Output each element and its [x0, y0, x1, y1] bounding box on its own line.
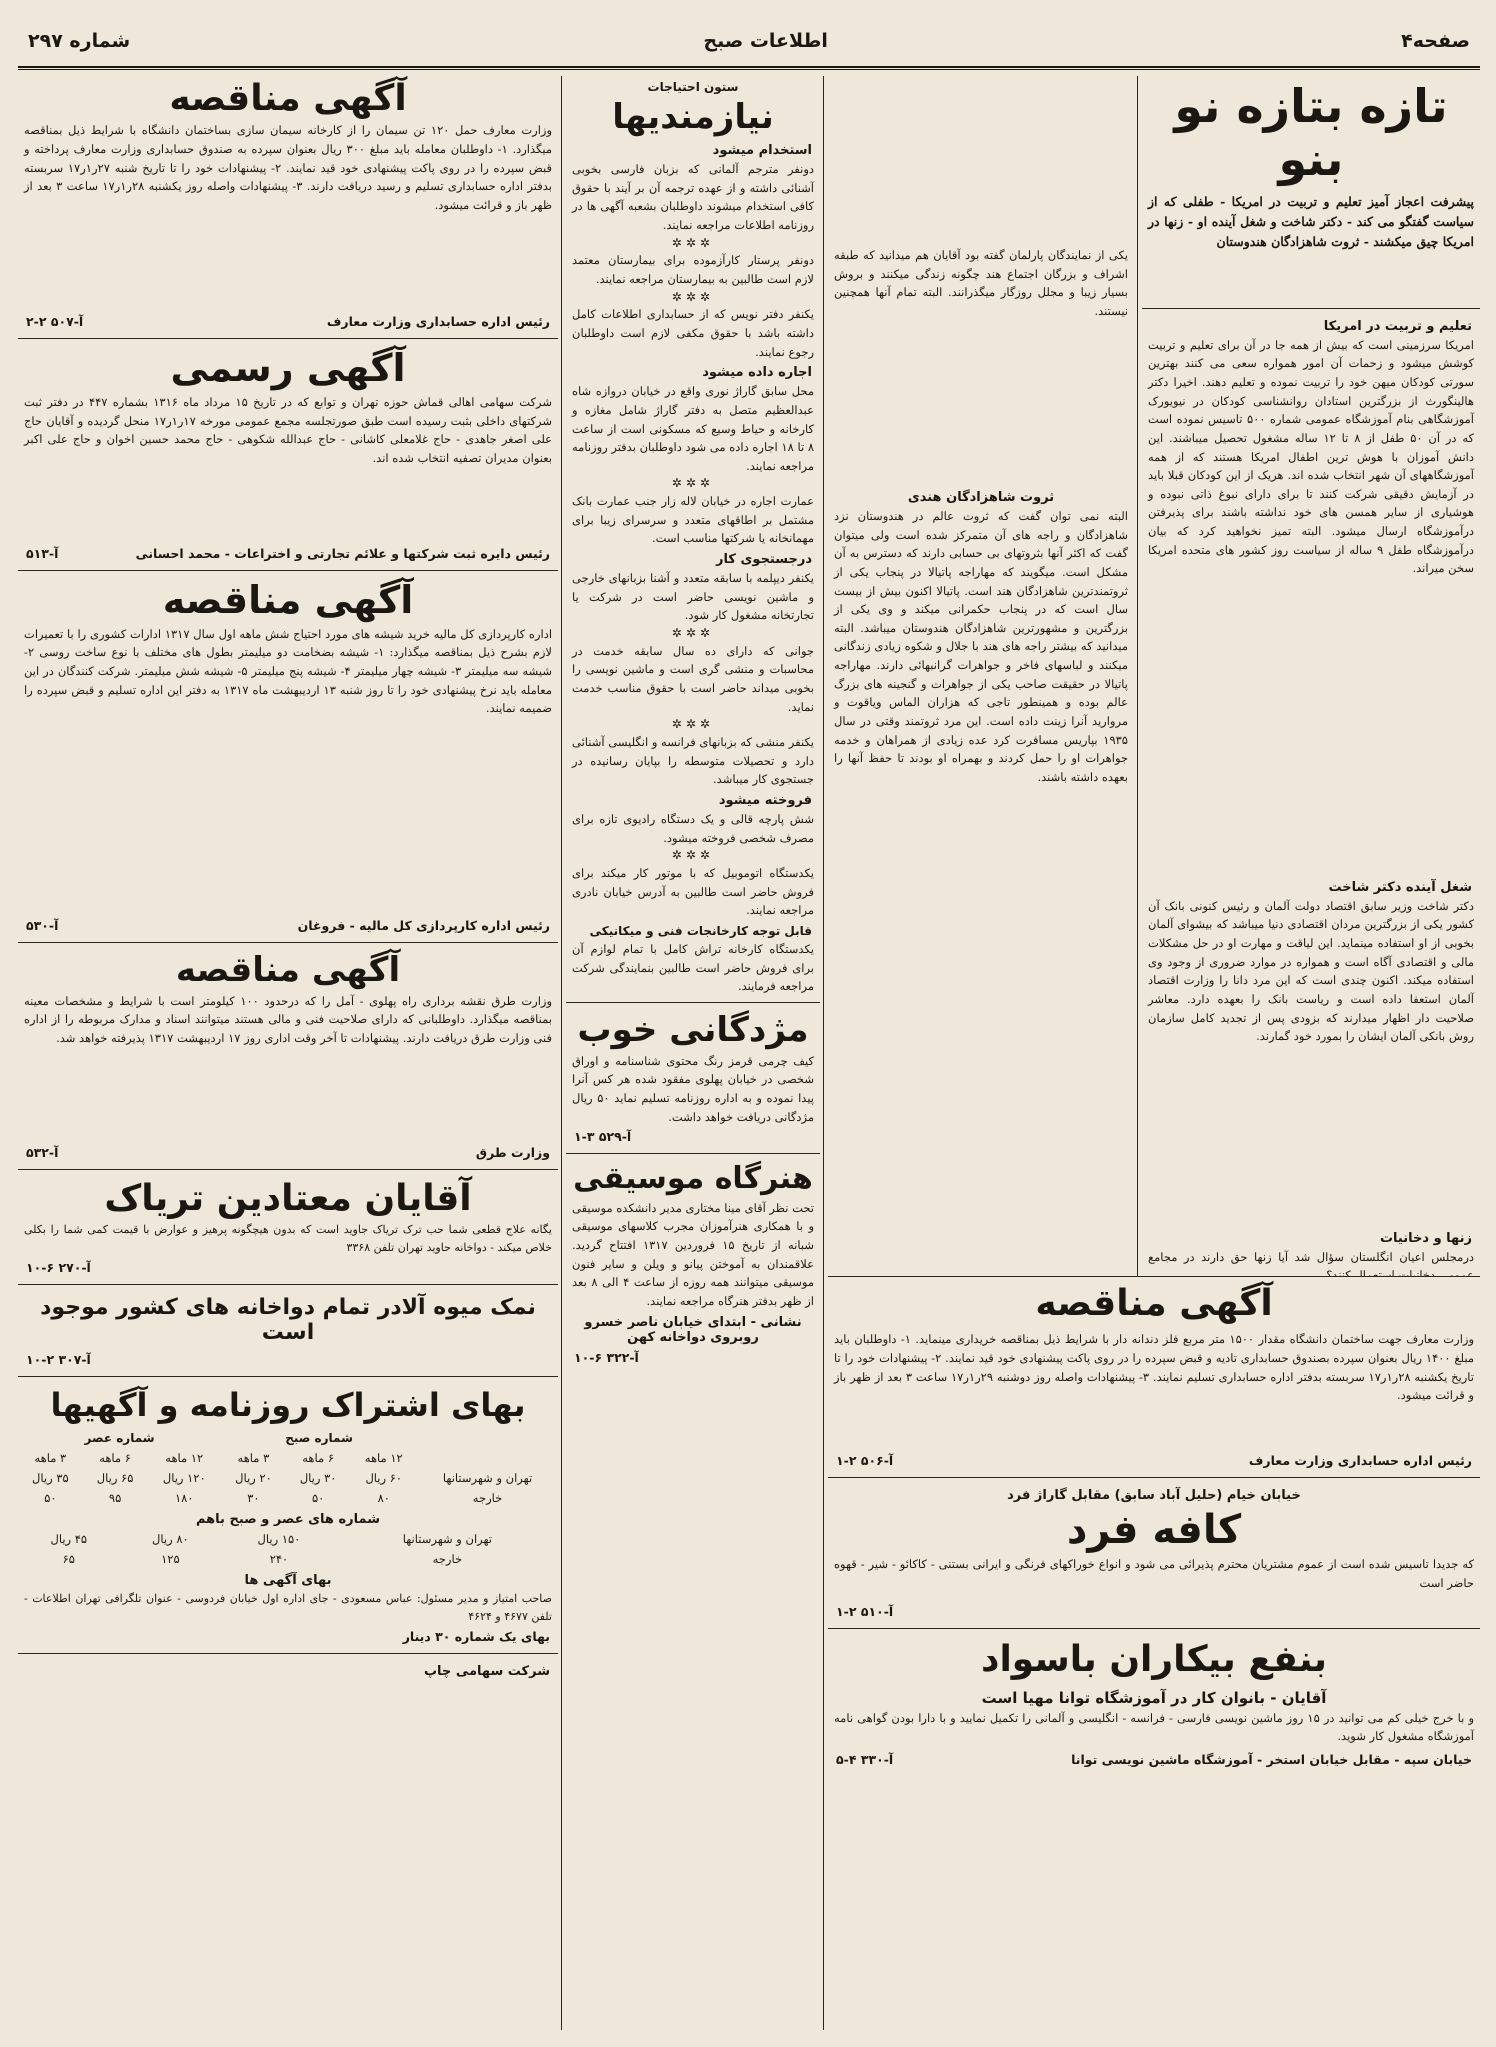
table-row: تهران و شهرستانها ۱۵۰ ریال ۸۰ ریال ۴۵ ریال: [50, 1532, 492, 1547]
right-bottom-ads: [828, 1276, 1480, 2030]
ad-sign: وزارت طرق: [475, 1144, 550, 1160]
star-separator: ✲✲✲: [671, 235, 715, 250]
jobless-subtitle: آقایان - بانوان کار در آموزشگاه توانا مهیا است: [981, 1688, 1327, 1707]
ad-ref: آ-۵۳۰: [26, 917, 59, 933]
ad-ref: آ-۵۰۷ ۲-۲: [26, 314, 84, 330]
classifieds-title: نیازمندیها: [612, 97, 774, 137]
tender-sign: رئیس اداره حسابداری وزارت معارف: [1248, 1453, 1472, 1469]
cafe-footer: [828, 1601, 1480, 1622]
section-text: امریکا سرزمینی است که بیش از همه جا در آن برای تعلیم و تربیت کوشش میشود و زحمات آن امور همواره سعی می کنند بهترین سورتی کودکان میهن خود را تربیت نموده و تعلیم دهند. اخیرا دکتر هالینگورث از بزرگترین استادان روانشناسی کودکان در نیویورک آموزشگاهی بنام آموزشگاه عمومی شماره ۵۰۰ تاسیس نموده است که در آن ۵۰ طفل از ۸ تا ۱۲ ساله مشغول تحصیل میباشند. این دانش آموزان با هوش ترین اطفال امریکا هستند که از همه آموزشگاههای آن شهر انتخاب شده اند. هریک از این کودکان قبلا باید در آزمایش دقیقی شرکت کنند تا برای دارای نبوغ ذاتی نبوده و هوشیاری از سایر همسن های خود نداشته باشند برای پذیرفتن درآموزشگاه ارسال میشود. البته تمیز نخواهید کرد که بیان درآموزشگاه طفل ۹ ساله از سیاست روز کشور های متحده امریکا سخن میراند.: [1148, 337, 1475, 576]
opium-title: آقایان معتادین تریاک: [104, 1177, 472, 1219]
section-heading: شغل آینده دکتر شاخت: [1328, 879, 1472, 895]
tender-footer: [828, 1450, 1480, 1471]
classified-item: شش پارچه قالی و یک دستگاه رادیوی تازه برای مصرف شخصی فروخته میشود.: [572, 811, 814, 845]
reward-text: کیف چرمی قرمز رنگ محتوی شناسنامه و اوراق شخصی در خیابان پهلوی مفقود شده هر کس آنرا پیدا نموده و به اداره روزنامه تسلیم نماید ۵۰ ریال مژدگانی دریافت خواهد داشت.: [572, 1053, 814, 1124]
classified-item: عمارت اجاره در خیابان لاله زار جنب عمارت بانک مشتمل بر اطاقهای متعدد و سرسرای زیبا برای مهمانخانه یا شرکتها مناسب است.: [572, 494, 814, 546]
opium-text: یگانه علاج قطعی شما حب ترک تریاک جاوید است که بدون هیچگونه پرهیز و عوارض با قیمت کمی شما را بکلی خلاص میکند - دواخانه حاوید تهران تلفن ۳۳۶۸: [24, 1223, 552, 1255]
classified-item: محل سابق گاراژ نوری واقع در خیابان دروازه شاه عبدالعظیم متصل به دفتر گاراژ شامل مغازه و کارخانه و حیاط وسیع که مسکونی است از ساعت ۸ تا ۱۸ اجاره داده می شود داوطلبان بدفتر روزنامه مراجعه نمایند.: [572, 384, 814, 473]
printer-name: شرکت سهامی چاپ: [423, 1663, 550, 1679]
ad-footer: [18, 543, 558, 564]
divider: [1142, 308, 1480, 309]
music-ref: آ-۳۲۲ ۶-۱۰: [574, 1349, 639, 1365]
ad-footer: [18, 311, 558, 332]
price-footer: [18, 1626, 558, 1647]
news-lead: پیشرفت اعجاز آمیز تعلیم و تربیت در امریکا - طفلی که از سیاست گفتگو می کند - دکتر شاخت و شغل آینده او - زنها در امریکا چیق میکشند - ثروت شاهزادگان هندوستان: [1148, 193, 1474, 250]
salt-footer: [18, 1349, 558, 1370]
subscription-table: [18, 1428, 558, 1508]
column-divider: [823, 76, 824, 2030]
divider: [566, 1002, 820, 1003]
ad-sign: رئیس دایره ثبت شرکتها و علائم تجارتی و اختراعات - محمد احسانی: [135, 546, 550, 562]
cat-heading: قابل توجه کارخانجات فنی و میکانیکی: [589, 923, 812, 938]
divider: [18, 570, 558, 571]
table-row: خارجه ۲۴۰ ۱۲۵ ۶۵: [62, 1552, 463, 1567]
both-editions-table: [18, 1529, 558, 1569]
cat-heading: فروخته میشود: [718, 792, 812, 808]
section-text: درمجلس اعیان انگلستان سؤال شد آیا زنها حق دارند در مجامع: [1148, 1249, 1474, 1264]
tender-title: آگهی مناقصه: [1035, 1283, 1273, 1324]
divider: [18, 1169, 558, 1170]
ad-prices-title: بهای آگهی ها: [244, 1573, 332, 1589]
divider: [828, 1628, 1480, 1629]
classified-item: دونفر پرستار کارآزموده برای بیمارستان معتمد لازم است طالبین به بیمارستان مراجعه نمایند.: [572, 253, 814, 287]
divider: [18, 1653, 558, 1654]
section-heading: ثروت شاهزادگان هندی: [907, 490, 1055, 505]
classified-item: جوانی که دارای ده سال سابقه خدمت در محاسبات و منشی گری است و ماشین نویسی را بخوبی میداند حاضر است با حقوق مناسب خدمت نماید.: [572, 643, 814, 714]
evening-header: شماره عصر: [84, 1431, 155, 1446]
jobless-address: خیابان سپه - مقابل خیابان استخر - آموزشگاه ماشین نویسی توانا: [1071, 1751, 1472, 1767]
star-separator: ✲✲✲: [671, 717, 715, 732]
ad-sign: رئیس اداره کارپردازی کل مالیه - فروغان: [297, 917, 550, 933]
cat-heading: استخدام میشود: [712, 143, 812, 159]
ad-text: شرکت سهامی اهالی قماش حوزه تهران و توابع که در تاریخ ۱۵ مرداد ماه ۱۳۱۶ بشماره ۴۴۷ در دفتر ثبت شرکتهای داخلی بثبت رسیده است طبق صورتجلسه مجمع عمومی مورخه ۱۷ر۱ر۱۷ منحل گردیده و آقایان حاج علی اصغر جاهدی - حاج غلامعلی کاشانی - حاج عبدالله شکوهی - حاج محمد حسین اخوان و حاج علی اکبر بعنوان مدیران تصفیه انتخاب شده اند.: [24, 395, 552, 465]
classified-item: دونفر مترجم آلمانی که بزبان فارسی بخوبی آشنائی داشته و از عهده ترجمه آن بر آیند با حقوق کافی استخدام میشوند داوطلبان بشعبه آگهی ها در روزنامه اطلاعات مراجعه نمایند.: [572, 162, 814, 232]
paper-name: اطلاعات صبح: [703, 30, 828, 52]
column-classifieds: [566, 76, 820, 2030]
music-title: هنرگاه موسیقی: [573, 1161, 813, 1197]
newspaper-page: [18, 18, 1480, 2030]
column-divider: [561, 76, 562, 2030]
morning-header: شماره صبح: [285, 1431, 353, 1446]
classified-item: یکنفر دفتر نویس که از حسابداری اطلاعات کامل داشته باشد با حقوق مکفی لازم است داوطلبان رجوع نمایند.: [572, 307, 814, 359]
masthead: [18, 18, 1480, 64]
single-price: بهای یک شماره ۳۰ دینار: [402, 1628, 550, 1644]
reward-footer: [566, 1126, 820, 1147]
classified-item: یکنفر دیپلمه با سابقه متعدد و آشنا بزبانهای خارجی و ماشین نویسی حاضر است در شرکت یا تجارتخانه مشغول کار شود.: [572, 571, 814, 623]
ad-footer: [18, 1142, 558, 1163]
intro-text: یکی از نمایندگان پارلمان گفته بود آقایان هم میدانید که طبقه اشراف و بزرگان اجتماع هند چگونه زندگی میکنند و بروش بسیار زیبا و مجلل روزگار میگذرانند. البته تمام آنها همچنین نیستند.: [834, 248, 1128, 318]
jobless-footer: [828, 1749, 1480, 1770]
cat-heading: درجستجوی کار: [716, 552, 812, 568]
ad-title: آگهی رسمی: [170, 346, 406, 391]
music-text: تحت نظر آقای مینا مختاری مدیر دانشکده موسیقی و با همکاری هنرآموزان مجرب کلاسهای موسیقی شبانه از تاریخ ۱۵ فروردین ۱۳۱۷ افتتاح گردید. علاقمندان به آموختن پیانو و ویلن و سایر فنون موسیقی میتوانند همه روزه از ساعت ۴ الی ۸ بعد از ظهر بدفتر هنرگاه مراجعه نمایند.: [572, 1200, 814, 1308]
table-row: خارجه ۸۰ ۵۰ ۳۰ ۱۸۰ ۹۵ ۵۰: [44, 1491, 503, 1506]
opium-ref: آ-۲۷۰ ۶-۱۰: [26, 1259, 91, 1275]
salt-ref: آ-۳۰۷ ۲-۱۰: [26, 1352, 91, 1368]
ad-text: وزارت معارف حمل ۱۲۰ تن سیمان را از کارخانه سیمان سازی بساختمان دانشگاه با شرایط ذیل بمناقصه میگذارد. ۱- داوطلبان معامله باید مبلغ ۳۰۰ ریال بعنوان سپرده به صندوق حسابداری وزارت معارف پرداخته و قبض سپرده را در روی پاکت پیشنهادی خود قید نمایند. ۲- پیشنهادات خود را تا تاریخ شنبه ۲۷ر۱ر۱۷ سربسته بدفتر اداره حسابداری تسلیم و رسید دریافت دارند. ۳- پیشنهادات واصله روز یکشنبه ۲۸ر۱ر۱۷ ساعت ۳ بعد از ظهر باز و قرائت میشود.: [24, 123, 552, 212]
music-address: نشانی - ابتدای خیابان ناصر خسرو روبروی دواخانه کهن: [584, 1314, 802, 1345]
classified-item: یکدستگاه کارخانه تراش کامل با تمام لوازم آن برای فروش حاضر است طالبین بنمایندگی شرکت مراجعه فرمایند.: [572, 941, 814, 994]
ad-title: آگهی مناقصه: [169, 78, 407, 119]
ad-ref: آ-۵۱۳: [26, 546, 59, 562]
ad-ref: آ-۵۳۲: [26, 1144, 59, 1160]
subscription-title: بهای اشتراک روزنامه و آگهیها: [50, 1386, 526, 1425]
ad-title: آگهی مناقصه: [175, 949, 401, 990]
ad-text: وزارت طرق نقشه برداری راه پهلوی - آمل را که درحدود ۱۰۰ کیلومتر است با شرایط و مشخصات معینه بمناقصه میگذارد. داوطلبانی که دارای صلاحیت فنی و مالی هستند میتوانند اسناد و مدارک مربوطه را از اداره فنی وزارت طرق دریافت دارند. پیشنهادات تا آخر وقت اداری روز ۱۷ اردیبهشت ۱۳۱۷ پذیرفته خواهد شد.: [24, 993, 553, 1046]
both-editions-title: شماره های عصر و صبح باهم: [195, 1512, 381, 1528]
cafe-address: خیابان خیام (حلیل آباد سابق) مقابل گاراژ فرد: [1007, 1488, 1301, 1504]
section-heading: تعلیم و تربیت در امریکا: [1323, 318, 1472, 334]
star-separator: ✲✲✲: [671, 625, 715, 640]
ad-footer: [18, 915, 558, 936]
salt-title: نمک میوه آلادر تمام دواخانه های کشور موجود است: [40, 1294, 536, 1346]
cat-heading: اجاره داده میشود: [702, 365, 812, 381]
tender-text: وزارت معارف جهت ساختمان دانشگاه مقدار ۱۵۰۰ متر مربع فلز دندانه دار با شرایط ذیل بمناقصه خریداری مینماید. ۱- داوطلبان باید مبلغ ۱۴۰۰ ریال بعنوان سپرده بصندوق حسابداری تادیه و قبض سپرده را در روی پاکت پیشنهادی خود قید نمایند. ۲- پیشنهادات خود را تا تاریخ یکشنبه ۲۸ر۱ر۱۷ سربسته بدفتر اداره حسابداری تسلیم نمایند. ۳- پیشنهادات واصله روز دوشنبه ۲۹ر۱ر۱۷ ساعت ۳ بعد از ظهر باز و قرائت میشود.: [834, 1332, 1474, 1403]
classified-item: یکنفر منشی که بزبانهای فرانسه و انگلیسی آشنائی دارد و تحصیلات متوسطه را بپایان رسانیده در جستجوی کار میباشد.: [572, 735, 814, 787]
divider: [18, 1376, 558, 1377]
cafe-title: کافه فرد: [1066, 1507, 1242, 1554]
page-number: صفحه۴: [1401, 30, 1470, 52]
section-text: البته نمی توان گفت که ثروت عالم در هندوستان نزد شاهزادگان و راجه های آن متمرکز شده است ولی میتوان گفت که اکثر آنها بثروتهای بی حسابی دارند که دسترس به آن مشکل است. میگویند که مهاراجه پاتیالا در پنجاب یکی از ثروتمندترین شاهزادگان هند است. پاتیالا اکنون بیش از بیست سال است که در پنجاب حکمرانی میکند و وی یکی از بزرگترین و مشهورترین شاهزادگان هندوستان میباشد. البته میدانید که بیشتر راجه های هند با جلال و شکوه زیادی زندگانی میکنند و لباسهای فاخر و جواهرات گرانبهائی دارند. مهاراجه پاتیالا در حقیقت صاحب یکی از جواهرات و گنجینه های بزرگ عالم بوده و همینطور تاجی که هزاران الماس ویاقوت و مروارید آنرا زینت داده است. این مرد ثروتمند وقتی در سال ۱۹۳۵ بپاریس مسافرت کرد عده زیادی از همراهان و خدمه جواهرات او را حمل کردند و بهمراه او بودند تا حفظ آنها را بعهده داشته باشند.: [834, 509, 1128, 784]
section-text: دکتر شاخت وزیر سابق اقتصاد دولت آلمان و رئیس کنونی بانک آن کشور یکی از بزرگترین مردان اقتصادی دنیا میباشد که بیشوای آلمان بخوبی از او استفاده مینماید. این لیاقت و مهارت او در حل مشکلات مالی و اقتصادی آگاه است و همواره در موارد ضروری از وجود وی استفاده میکند. اکنون چندی است که این مرد دانا را وزارت اقتصاد آلمان استعفا داده است و ریاست بانک را بعهده دارد. معاشر صلاحیت دار اظهار میدارند که بزودی پس از تجدید کامل سازمان روش بانکی آلمان ایشان را بمورد خود گمارند.: [1148, 898, 1474, 1044]
star-separator: ✲✲✲: [671, 848, 715, 863]
divider: [18, 338, 558, 339]
reward-title: مژدگانی خوب: [577, 1009, 809, 1050]
music-footer: [566, 1347, 820, 1368]
star-separator: ✲✲✲: [671, 476, 715, 491]
ad-title: آگهی مناقصه: [162, 578, 414, 623]
ad-text: اداره کارپردازی کل مالیه خرید شیشه های مورد احتیاج شش ماهه اول سال ۱۳۱۷ ادارات کشوری را با تعمیرات لازم بشرح ذیل بمناقصه میگذارد: ۱- شیشه بضخامت دو میلیمتر بطول های مختلف با نوع ساخت روسی ۲- شیشه سه میلیمتر ۳- شیشه چهار میلیمتر ۴- شیشه پنج میلیمتر ۵- شیشه شش میلیمتر. شرکت کنندگان در این معامله باید نرخ پیشنهادی خود را تا روز شنبه ۱۳ اردیبهشت ماه ۱۳۱۷ به دفتر این اداره تسلیم و قبض سپرده را ضمیمه نمایند.: [24, 626, 553, 716]
cafe-text: که جدیدا تاسیس شده است از عموم مشتریان محترم پذیرائی می شود و انواع خوراکهای فرنگی و ایرانی بستنی - کاکائو - شیر - قهوه حاضر است: [834, 1557, 1474, 1591]
table-row: ۱۲ ماهه ۶ ماهه ۳ ماهه ۱۲ ماهه ۶ ماهه ۳ ماهه: [34, 1451, 403, 1466]
divider: [18, 942, 558, 943]
classified-item: یکدستگاه اتوموبیل که با موتور کار میکند برای فروش حاضر است طالبین به آدرس خیابان نادری مراجعه نمایند.: [572, 866, 814, 918]
jobless-title: بنفع بیکاران باسواد: [980, 1639, 1328, 1681]
classifieds-header: ستون احتیاجات: [647, 80, 739, 94]
cafe-ref: آ-۵۱۰ ۲-۱: [836, 1604, 894, 1620]
jobless-text: و با خرج خیلی کم می توانید در ۱۵ روز ماشین نویسی فارسی - فرانسه - انگلیسی و آلمانی را تکمیل نمایید و با دارا بودن گواهی نامه آموزشگاه مشغول کار شوید.: [834, 1710, 1474, 1744]
tender-ref: آ-۵۰۶ ۲-۱: [836, 1453, 894, 1469]
column-ads: [18, 76, 558, 2030]
table-row: تهران و شهرستانها ۶۰ ریال ۳۰ ریال ۲۰ ریال ۱۲۰ ریال ۶۵ ریال ۳۵ ریال: [32, 1471, 533, 1486]
section-heading: زنها و دخانیات: [1379, 1230, 1472, 1246]
divider: [828, 1477, 1480, 1478]
jobless-ref: آ-۳۳۰ ۴-۵: [836, 1751, 894, 1767]
divider: [566, 1153, 820, 1154]
divider: [18, 1284, 558, 1285]
opium-footer: [18, 1257, 558, 1278]
star-separator: ✲✲✲: [671, 289, 715, 304]
reward-ref: آ-۵۲۹ ۳-۱: [574, 1129, 632, 1145]
news-title: تازه بتازه نو بنو: [1174, 79, 1448, 186]
issue-number: شماره ۲۹۷: [28, 30, 131, 52]
publisher-info: صاحب امتیاز و مدیر مسئول: عباس مسعودی - جای اداره اول خیابان فردوسی - عنوان تلگرافی تهران اطلاعات - تلفن ۴۶۷۷ و ۴۶۲۴: [24, 1592, 552, 1624]
masthead-rule: [18, 66, 1480, 70]
ad-sign: رئیس اداره حسابداری وزارت معارف: [326, 314, 550, 330]
